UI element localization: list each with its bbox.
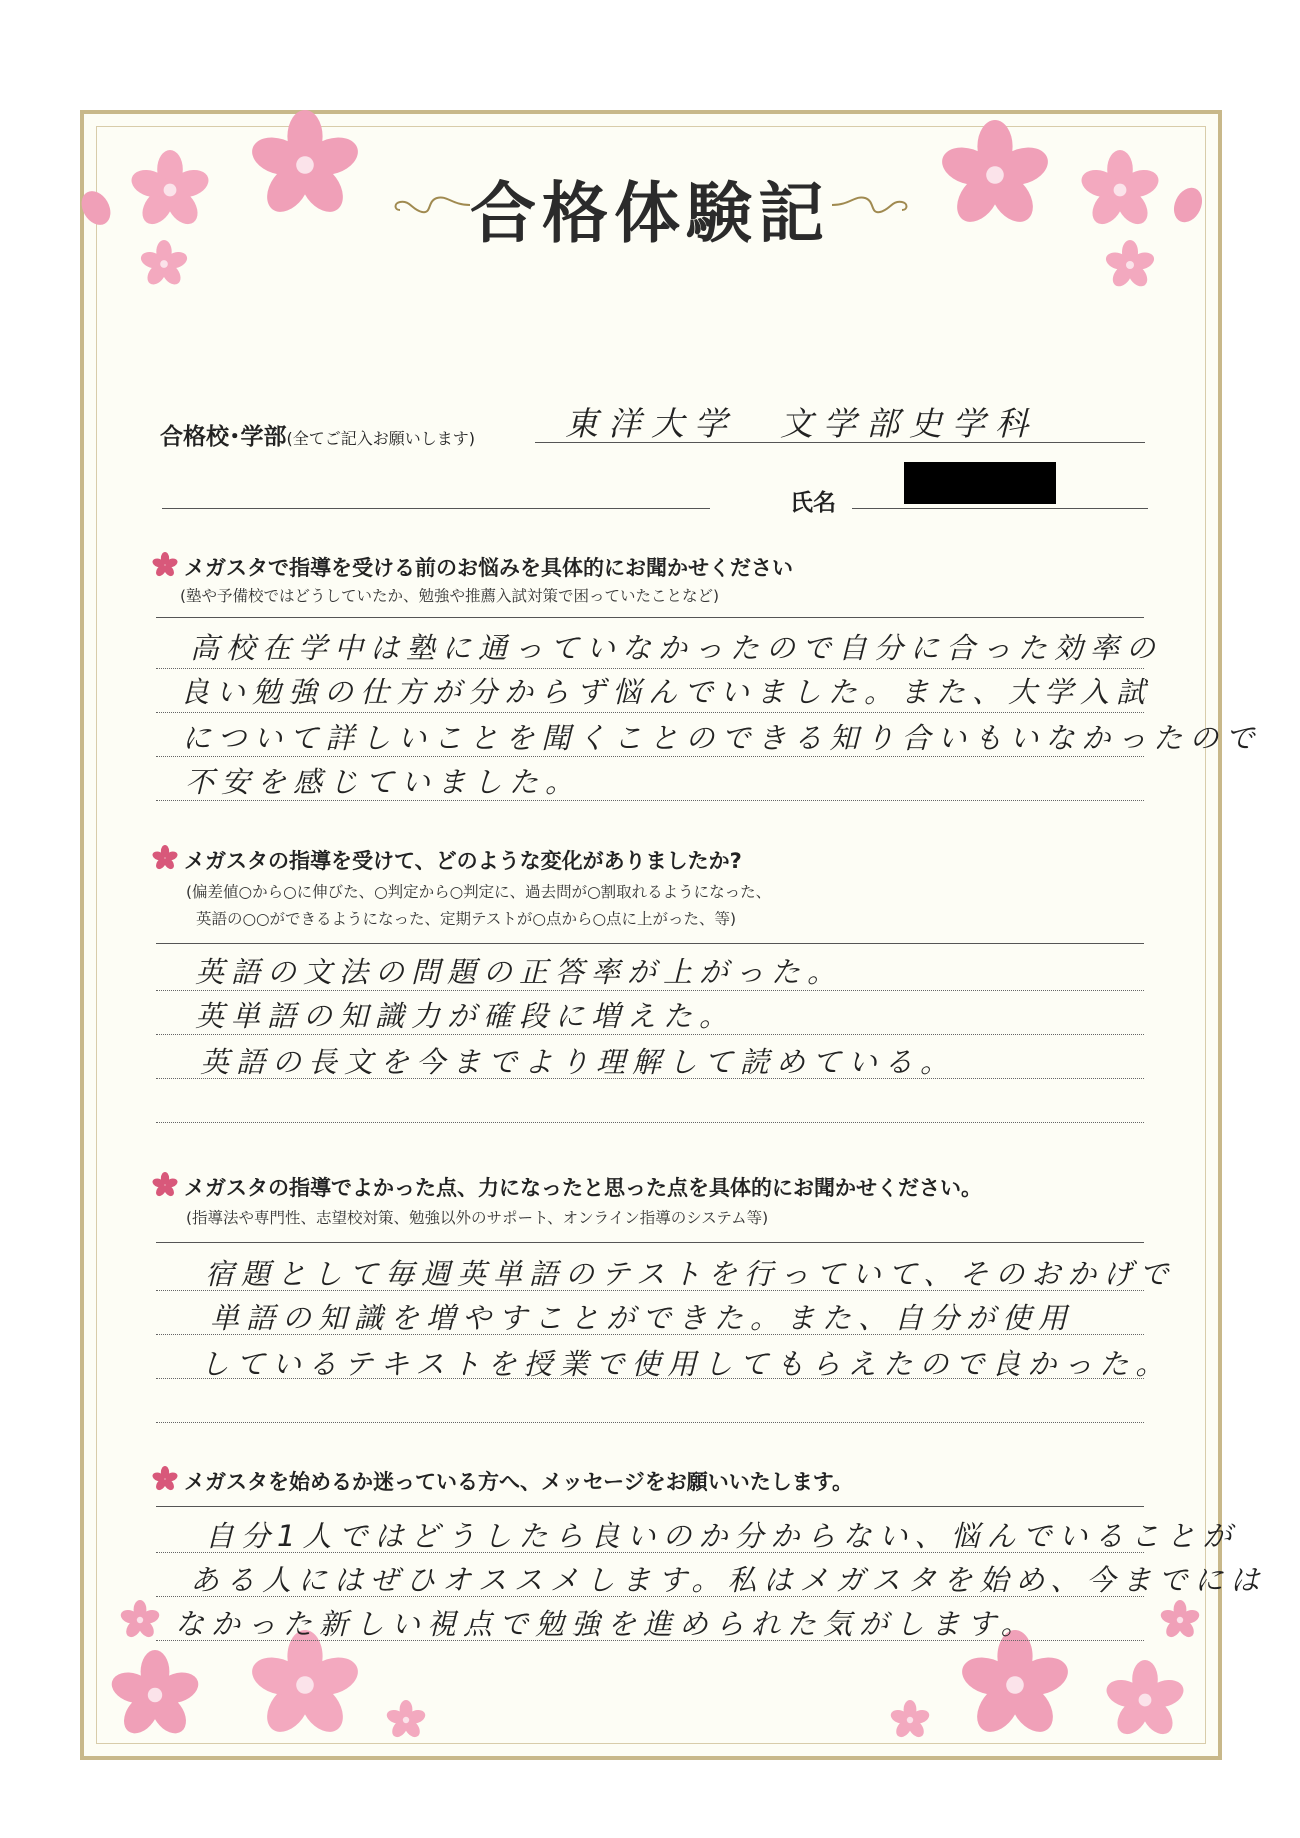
inner-frame (96, 126, 1206, 1744)
cherry-blossom-icon (110, 1650, 200, 1740)
section-2-top-rule (156, 943, 1144, 944)
name-underline (852, 508, 1148, 509)
section-3-top-rule (156, 1242, 1144, 1243)
page-title: 合格体験記 (470, 174, 830, 252)
answer-line: 英単語の知識力が確段に増えた。 (195, 999, 736, 1033)
name-redaction (904, 462, 1056, 504)
school-value: 東洋大学 文学部史学科 (565, 404, 1038, 443)
school-underline (535, 442, 1145, 443)
cherry-blossom-icon (250, 1630, 360, 1740)
section-3-subtext: (指導法や専門性、志望校対策、勉強以外のサポート、オンライン指導のシステム等) (186, 1209, 769, 1227)
school-note: (全てご記入お願いします) (286, 429, 475, 448)
answer-line: 英語の文法の問題の正答率が上がった。 (195, 955, 844, 989)
section-3-heading (152, 1172, 982, 1203)
name-label: 氏名 (790, 489, 836, 516)
section-2-subtext: 英語の○○ができるようになった、定期テストが○点から○点に上がった、等) (196, 910, 737, 928)
section-1-top-rule (156, 617, 1144, 618)
dotted-rule (156, 756, 1144, 757)
cherry-blossom-icon (960, 1630, 1070, 1740)
dotted-rule (156, 990, 1144, 991)
dotted-rule (156, 1290, 1144, 1291)
dotted-rule (156, 800, 1144, 801)
answer-line: 高校在学中は塾に通っていなかったので自分に合った効率の (190, 631, 1163, 665)
dotted-rule (156, 1422, 1144, 1423)
dotted-rule (156, 1334, 1144, 1335)
blossom-bullet-icon (152, 845, 178, 876)
answer-line: 不安を感じていました。 (185, 765, 582, 799)
section-4-heading (152, 1466, 853, 1497)
dotted-rule (156, 668, 1144, 669)
blank-underline (162, 508, 710, 509)
school-label-group (160, 418, 475, 451)
dotted-rule (156, 712, 1144, 713)
blossom-bullet-icon (152, 552, 178, 583)
blossom-bullet-icon (152, 1466, 178, 1497)
answer-line: 宿題として毎週英単語のテストを行っていて、そのおかげで (205, 1257, 1176, 1291)
answer-line: 良い勉強の仕方が分からず悩んでいました。また、大学入試 (180, 675, 1153, 709)
answer-line: 単語の知識を増やすことができた。また、自分が使用 (210, 1301, 1075, 1335)
school-label: 合格校･学部 (160, 423, 287, 450)
section-heading-text: メガスタの指導でよかった点、力になったと思った点を具体的にお聞かせください。 (184, 1176, 982, 1200)
section-heading-text: メガスタの指導を受けて、どのような変化がありましたか? (184, 849, 742, 873)
cherry-blossom-icon (1160, 1600, 1200, 1640)
section-1-heading (152, 552, 793, 583)
answer-line: 英語の長文を今までより理解して読めている。 (200, 1045, 957, 1079)
cherry-blossom-icon (1105, 1660, 1185, 1740)
section-4-top-rule (156, 1506, 1144, 1507)
dotted-rule (156, 1034, 1144, 1035)
blossom-bullet-icon (152, 1172, 178, 1203)
section-heading-text: メガスタで指導を受ける前のお悩みを具体的にお聞かせください (184, 556, 793, 580)
answer-line: について詳しいことを聞くことのできる知り合いもいなかったので (182, 721, 1262, 755)
dotted-rule (156, 1552, 1144, 1553)
dotted-rule (156, 1078, 1144, 1079)
dotted-rule (156, 1640, 1144, 1641)
section-2-subtext: (偏差値○から○に伸びた、○判定から○判定に、過去問が○割取れるようになった、 (186, 883, 772, 901)
answer-line: なかった新しい視点で勉強を進められた気がします。 (175, 1607, 1037, 1641)
answer-line: しているテキストを授業で使用してもらえたので良かった。 (200, 1347, 1172, 1381)
cherry-blossom-icon (890, 1700, 930, 1740)
section-heading-text: メガスタを始めるか迷っている方へ、メッセージをお願いいたします。 (184, 1470, 854, 1494)
dotted-rule (156, 1596, 1144, 1597)
cherry-blossom-icon (386, 1700, 426, 1740)
dotted-rule (156, 1378, 1144, 1379)
answer-line: ある人にはぜひオススメします。私はメガスタを始め、今までには (190, 1563, 1267, 1597)
answer-line: 自分1人ではどうしたら良いのか分からない、悩んでいることが (205, 1519, 1239, 1553)
cherry-blossom-icon (120, 1600, 160, 1640)
section-1-subtext: (塾や予備校ではどうしていたか、勉強や推薦入試対策で困っていたことなど) (180, 587, 720, 605)
dotted-rule (156, 1122, 1144, 1123)
section-2-heading (152, 845, 742, 876)
